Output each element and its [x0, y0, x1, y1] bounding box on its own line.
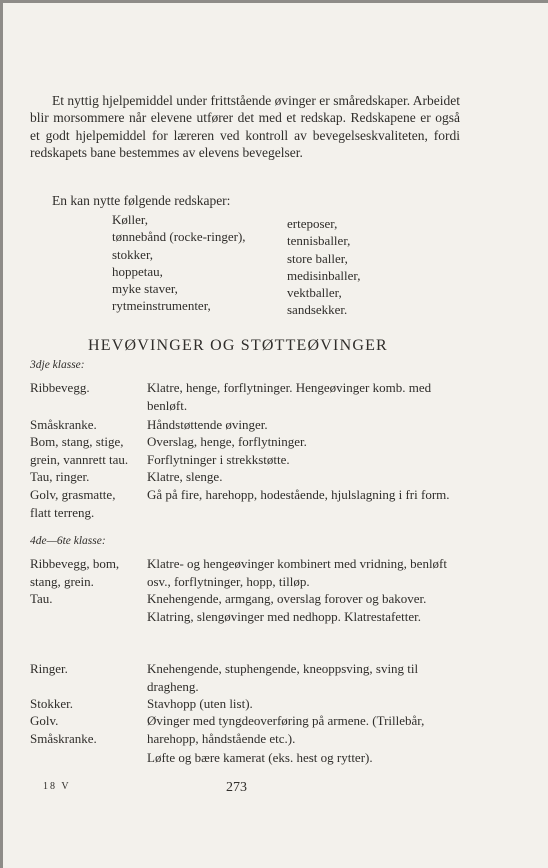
- equipment-name: Golv, grasmatte, flatt terreng.: [30, 487, 116, 520]
- exercise-description: Klatre- og hengeøvinger kombinert med vridning, benløft osv., forflytninger, hopp, tilløp.: [147, 556, 448, 589]
- equipment-item: hoppetau,: [112, 263, 163, 279]
- equipment-item: Køller,: [112, 212, 148, 227]
- equipment-item: stokker,: [112, 246, 153, 262]
- grade-label-3: 3dje klasse:: [30, 359, 85, 371]
- exercise-description: Klatre, henge, forflytninger. Hengeøvinger komb. med benløft.: [147, 380, 432, 413]
- intro-paragraph-1: Et nyttig hjelpemiddel under frittstående øvinger er småredskaper. Arbeidet blir morsommere når elevene utfører det med et redskap. Redskapene er også et godt hjelpemiddel for læreren ved kontroll av bevegelseskvaliteten, fordi redskapets bane bestemmes av elevens bevegelser.: [30, 93, 460, 160]
- equipment-name: Tau, ringer.: [30, 469, 90, 484]
- equipment-item: tennisballer,: [287, 233, 351, 249]
- equipment-list-right: [287, 215, 361, 319]
- exercise-description: Knehengende, stuphengende, kneoppsving, sving til dragheng.: [147, 661, 419, 694]
- exercise-description: Gå på fire, harehopp, hodestående, hjulslagning i fri form.: [147, 487, 450, 502]
- equipment-item: sandsekker.: [287, 302, 348, 318]
- exercise-description: Stavhopp (uten list).: [147, 696, 253, 711]
- grade-label-4-6: 4de—6te klasse:: [30, 535, 106, 547]
- equipment-name: Stokker.: [30, 696, 73, 711]
- section-heading: HEVØVINGER OG STØTTEØVINGER: [88, 337, 388, 354]
- equipment-item: store baller,: [287, 250, 348, 266]
- page-number: 273: [226, 780, 247, 795]
- equipment-name: Tau.: [30, 591, 53, 606]
- equipment-item: rytmeinstrumenter,: [112, 298, 211, 314]
- exercise-description: Øvinger med tyngdeoverføring på armene. (Trillebår, harehopp, håndstående etc.).: [147, 713, 425, 746]
- intro-text-2: [30, 192, 460, 209]
- equipment-item: tønnebånd (rocke-ringer),: [112, 229, 246, 245]
- exercise-description: Knehengende, armgang, overslag forover og bakover. Klatring, slengøvinger med nedhopp. Klatrestafetter.: [147, 591, 427, 624]
- equipment-name: Ribbevegg.: [30, 380, 90, 395]
- intro-paragraph-2: En kan nytte følgende redskaper:: [52, 193, 231, 208]
- equipment-name: Småskranke.: [30, 417, 97, 432]
- equipment-name: Ringer.: [30, 661, 68, 676]
- scan-edge-left: [0, 0, 3, 868]
- equipment-name: Ribbevegg, bom, stang, grein.: [30, 556, 120, 589]
- exercise-description: Håndstøttende øvinger.: [147, 417, 268, 432]
- scan-edge-top: [0, 0, 548, 3]
- equipment-item: myke staver,: [112, 281, 178, 297]
- equipment-item: medisinballer,: [287, 267, 361, 283]
- equipment-name: Småskranke.: [30, 731, 97, 746]
- equipment-list-left: [112, 211, 246, 315]
- signature-mark: 18 V: [43, 781, 71, 792]
- equipment-item: vektballer,: [287, 285, 342, 301]
- equipment-name: Bom, stang, stige, grein, vannrett tau.: [30, 434, 129, 467]
- equipment-name: Golv.: [30, 713, 59, 728]
- equipment-item: erteposer,: [287, 216, 338, 231]
- intro-text: [30, 92, 460, 161]
- exercise-description: Løfte og bære kamerat (eks. hest og rytter).: [147, 750, 373, 765]
- exercise-description: Klatre, slenge.: [147, 469, 223, 484]
- exercise-description: Overslag, henge, forflytninger. Forflytninger i strekkstøtte.: [147, 434, 307, 467]
